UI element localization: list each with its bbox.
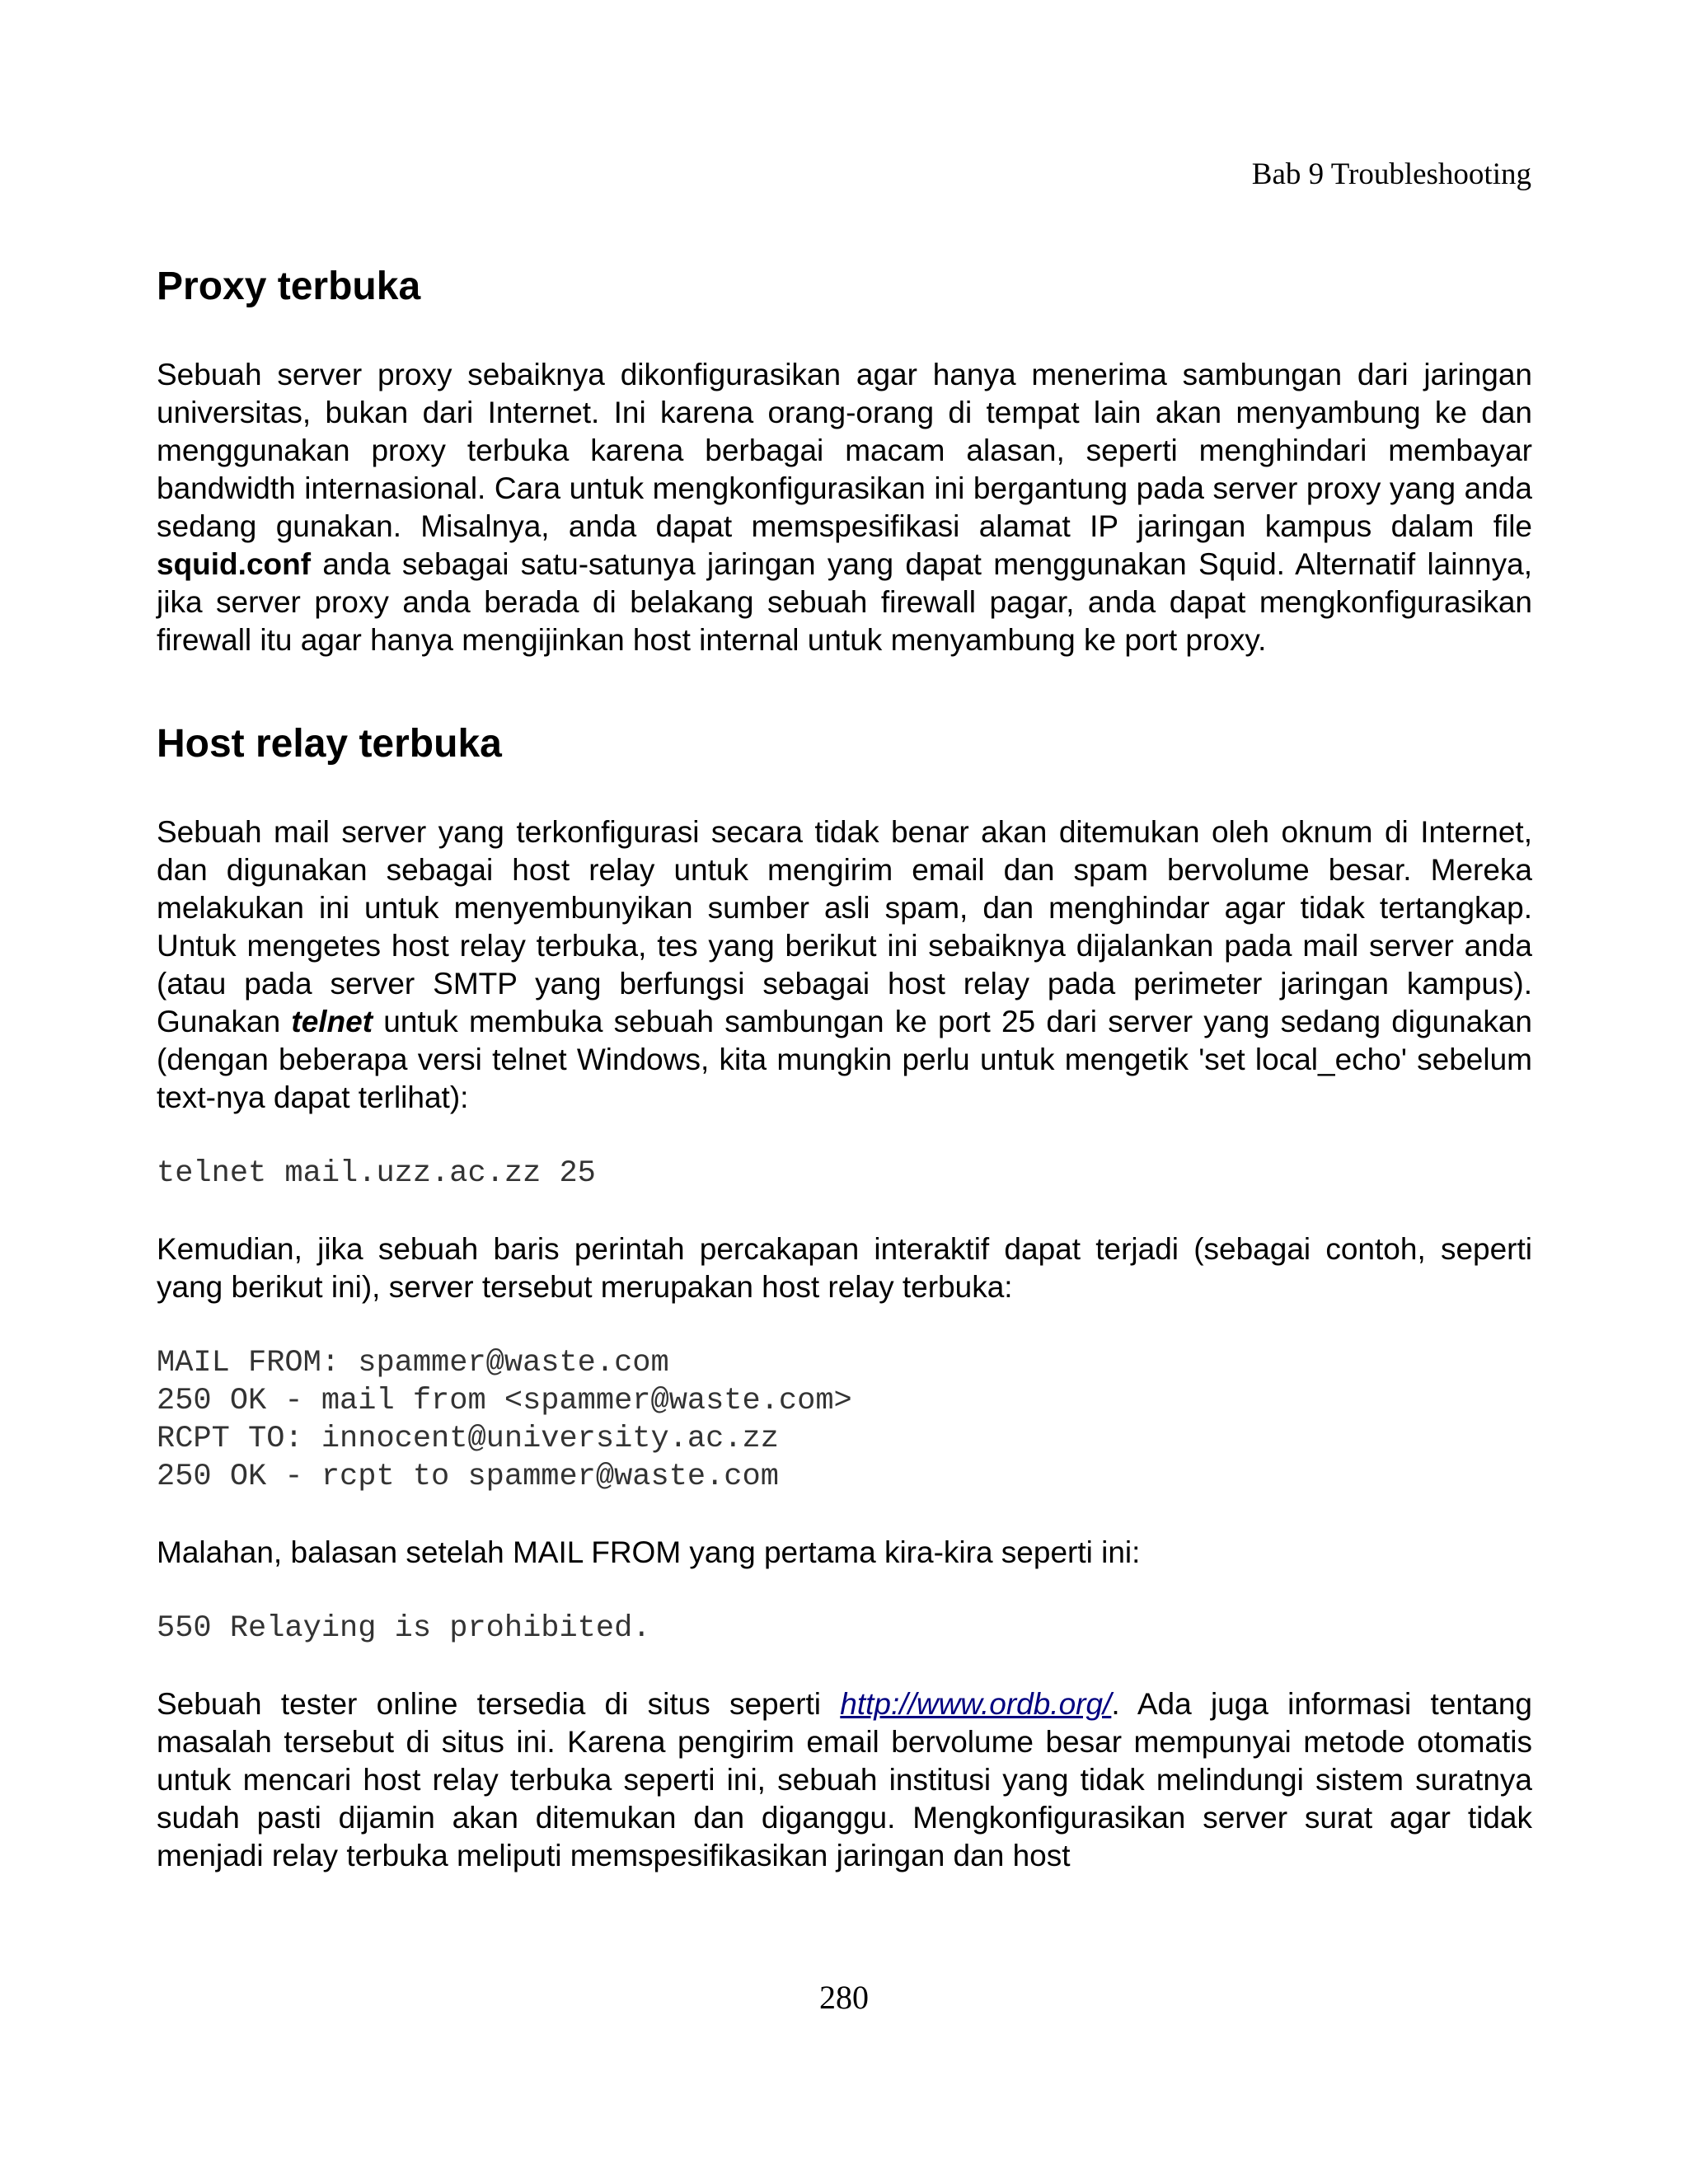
paragraph-text: Sebuah mail server yang terkonfigurasi secara tidak benar akan ditemukan oleh oknum di Internet, dan digunakan sebagai host relay untuk mengirim email dan spam bervolume besar. Mereka melakukan ini untuk menyembunyikan sumber asli spam, dan menghindar agar tidak tertangkap. Untuk mengetes host relay terbuka, tes yang berikut ini sebaiknya dijalankan pada mail server anda (atau pada server SMTP yang berfungsi sebagai host relay pada perimeter jaringan kampus). Gunakan: [157, 815, 1532, 1038]
paragraph-relay-reply: Malahan, balasan setelah MAIL FROM yang pertama kira-kira seperti ini:: [157, 1535, 1141, 1569]
paragraph-text: Sebuah tester online tersedia di situs seperti: [157, 1687, 841, 1721]
section-heading-proxy: Proxy terbuka: [157, 265, 421, 308]
paragraph-relay-tester: [157, 1685, 1532, 1875]
code-smtp-session: MAIL FROM: spammer@waste.com 250 OK - mail from <spammer@waste.com> RCPT TO: innocent@university.ac.zz 250 OK - rcpt to spammer@waste.com: [157, 1346, 852, 1494]
section-heading-relay: Host relay terbuka: [157, 722, 502, 766]
paragraph-text: . Ada juga informasi tentang masalah tersebut di situs ini. Karena pengirim email bervolume besar mempunyai metode otomatis untuk mencari host relay terbuka seperti ini, sebuah institusi yang tidak melindungi sistem suratnya sudah pasti dijamin akan ditemukan dan diganggu. Mengkonfigurasikan server surat agar tidak menjadi relay terbuka meliputi memspesifikasikan jaringan dan host: [157, 1687, 1532, 1872]
paragraph-proxy: [157, 356, 1532, 659]
paragraph-relay-check: Kemudian, jika sebuah baris perintah percakapan interaktif dapat terjadi (sebagai contoh, seperti yang berikut ini), server tersebut merupakan host relay terbuka:: [157, 1232, 1532, 1304]
page-number: 280: [819, 1979, 869, 2016]
running-header: Bab 9 Troubleshooting: [1251, 157, 1531, 191]
code-telnet: telnet mail.uzz.ac.zz 25: [157, 1156, 596, 1191]
paragraph-text: anda sebagai satu-satunya jaringan yang dapat menggunakan Squid. Alternatif lainnya, jika server proxy anda berada di belakang sebuah firewall pagar, anda dapat mengkonfigurasikan firewall itu agar hanya mengijinkan host internal untuk menyambung ke port proxy.: [157, 547, 1532, 657]
paragraph-text: Sebuah server proxy sebaiknya dikonfigurasikan agar hanya menerima sambungan dari jaringan universitas, bukan dari Internet. Ini karena orang-orang di tempat lain akan menyambung ke dan menggunakan proxy terbuka karena berbagai macam alasan, seperti menghindari membayar bandwidth internasional. Cara untuk mengkonfigurasikan ini bergantung pada server proxy yang anda sedang gunakan. Misalnya, anda dapat memspesifikasi alamat IP jaringan kampus dalam file: [157, 358, 1532, 543]
command-telnet: telnet: [291, 1005, 373, 1038]
paragraph-text: untuk membuka sebuah sambungan ke port 25 dari server yang sedang digunakan (dengan beberapa versi telnet Windows, kita mungkin perlu untuk mengetik 'set local_echo' sebelum text-nya dapat terlihat):: [157, 1005, 1532, 1114]
paragraph-relay-intro: [157, 813, 1532, 1117]
code-relay-prohibited: 550 Relaying is prohibited.: [157, 1611, 651, 1646]
page-content: [157, 264, 1532, 1913]
filename-squid-conf: squid.conf: [157, 547, 312, 581]
ordb-link[interactable]: http://www.ordb.org/: [840, 1687, 1112, 1721]
